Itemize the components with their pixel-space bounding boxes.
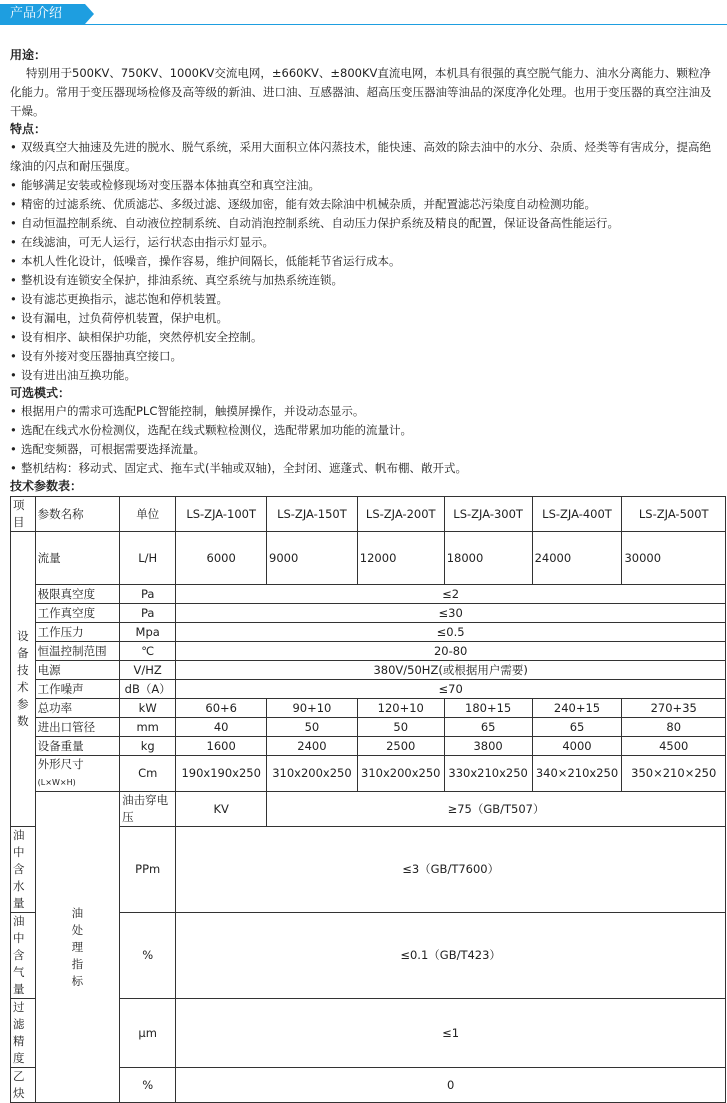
param-value: 270+35 [622,699,726,718]
list-item [10,271,719,290]
param-value: 90+10 [267,699,358,718]
list-item [10,366,719,385]
param-name: 油中含气量 [11,913,36,999]
param-value: 40 [176,718,267,737]
bullet-icon: • [10,140,17,154]
param-name: 工作压力 [35,623,119,642]
table-row [11,718,726,737]
bullet-icon: • [10,368,17,382]
bullet-icon: • [10,442,17,456]
param-name-text: 外形尺寸 [37,757,84,771]
list-item-text: 设有相序、缺相保护功能，突然停机安全控制。 [21,330,263,344]
param-value: 50 [267,718,358,737]
bullet-icon: • [10,349,17,363]
param-unit: V/HZ [120,661,176,680]
bullet-icon: • [10,254,17,268]
column-header: LS-ZJA-100T [176,497,267,532]
param-name: 极限真空度 [35,585,119,604]
bullet-icon: • [10,423,17,437]
param-value: ≤0.1（GB/T423） [176,913,726,999]
group-label-oil: 油 处 理 指 标 [35,792,119,1103]
bullet-icon: • [10,273,17,287]
param-unit: ℃ [120,642,176,661]
table-row [11,737,726,756]
spec-heading: 技术参数表： [10,479,83,493]
usage-text: 特别用于500KV、750KV、1000KV交流电网，±660KV、±800KV直流电网，本机具有很强的真空脱气能力、油水分离能力、颗粒净化能力。常用于变压器现场检修及高等级的新油、进口油、互感器油、超高压变压器油等油品的深度净化处理。也用于变压器的真空注油及干燥。 [10,66,712,118]
list-item-text: 双级真空大抽速及先进的脱水、脱气系统，采用大面积立体闪蒸技术，能快速、高效的除去油中的水分、杂质、烃类等有害成分，提高绝缘油的闪点和耐压强度。 [10,140,711,173]
param-unit: PPm [120,827,176,913]
list-item [10,233,719,252]
list-item-text: 整机结构：移动式、固定式、拖车式(半轴或双轴)，全封闭、遮蓬式、帆布棚、敞开式。 [21,461,467,475]
param-name: 油中含水量 [11,827,36,913]
param-value: 310x200x250 [267,756,358,792]
param-unit: mm [120,718,176,737]
param-value: 120+10 [357,699,444,718]
list-item-text: 能够满足安装或检修现场对变压器本体抽真空和真空注油。 [21,178,320,192]
group-label-equipment: 设 备 技 术 参 数 [11,532,36,827]
param-value: 1600 [176,737,267,756]
param-value: 240+15 [532,699,622,718]
options-list [10,402,719,478]
list-item [10,421,719,440]
list-item [10,328,719,347]
list-item [10,214,719,233]
list-item [10,440,719,459]
param-value: ≥75（GB/T507） [267,792,726,827]
param-value: ≤0.5 [176,623,726,642]
column-header: 单位 [120,497,176,532]
param-value: ≤2 [176,585,726,604]
column-header: LS-ZJA-150T [267,497,358,532]
param-name: 流量 [35,532,119,585]
section-header [0,0,727,30]
param-name: 总功率 [35,699,119,718]
param-value: 60+6 [176,699,267,718]
param-value: ≤3（GB/T7600） [176,827,726,913]
param-value: 20-80 [176,642,726,661]
column-header: LS-ZJA-300T [444,497,532,532]
param-value: 2500 [357,737,444,756]
options-heading: 可选模式： [10,386,71,400]
param-unit: % [120,913,176,999]
list-item [10,138,719,176]
param-unit: L/H [120,532,176,585]
param-name [35,756,119,792]
param-value: 350×210×250 [622,756,726,792]
param-value: 4500 [622,737,726,756]
param-value: 9000 [267,532,358,585]
param-value: 340×210x250 [532,756,622,792]
table-row [11,661,726,680]
column-header: LS-ZJA-500T [622,497,726,532]
list-item [10,176,719,195]
list-item [10,402,719,421]
list-item-text: 自动恒温控制系统、自动液位控制系统、自动消泡控制系统、自动压力保护系统及精良的配置，保证设备高性能运行。 [21,216,619,230]
param-value: 310x200x250 [357,756,444,792]
param-unit: dB（A） [120,680,176,699]
list-item-text: 根据用户的需求可选配PLC智能控制，触摸屏操作，并设动态显示。 [21,404,365,418]
list-item [10,459,719,478]
column-header: 项目 [11,497,36,532]
param-name-suffix: (L×W×H) [37,778,76,787]
param-unit: kg [120,737,176,756]
table-row [11,623,726,642]
param-value: 6000 [176,532,267,585]
param-value: 380V/50HZ(或根据用户需要) [176,661,726,680]
list-item-text: 精密的过滤系统、优质滤芯、多级过滤、逐级加密，能有效去除油中机械杂质，并配置滤芯污染度自动检测功能。 [21,197,596,211]
bullet-icon: • [10,404,17,418]
param-unit: Pa [120,585,176,604]
table-row [11,604,726,623]
param-name: 电源 [35,661,119,680]
param-value: 24000 [532,532,622,585]
list-item-text: 选配变频器，可根据需要选择流量。 [21,442,205,456]
table-row [11,585,726,604]
header-divider [0,24,727,25]
list-item [10,309,719,328]
features-list [10,138,719,385]
param-unit: Mpa [120,623,176,642]
param-name: 油击穿电压 [120,792,176,827]
bullet-icon: • [10,216,17,230]
param-value: 4000 [532,737,622,756]
list-item [10,347,719,366]
column-header: LS-ZJA-400T [532,497,622,532]
usage-heading: 用途： [10,48,47,62]
param-value: 3800 [444,737,532,756]
param-value: 50 [357,718,444,737]
table-row [11,792,726,827]
param-value: 180+15 [444,699,532,718]
list-item-text: 选配在线式水份检测仪，选配在线式颗粒检测仪，选配带累加功能的流量计。 [21,423,412,437]
param-unit: Pa [120,604,176,623]
list-item-text: 设有外接对变压器抽真空接口。 [21,349,182,363]
table-row [11,699,726,718]
list-item-text: 本机人性化设计，低噪音，操作容易，维护间隔长，低能耗节省运行成本。 [21,254,401,268]
param-value: ≤70 [176,680,726,699]
param-name: 进出口管径 [35,718,119,737]
param-value: 80 [622,718,726,737]
bullet-icon: • [10,178,17,192]
product-description [0,30,727,1103]
bullet-icon: • [10,235,17,249]
param-unit: Cm [120,756,176,792]
param-value: 190x190x250 [176,756,267,792]
param-value: 12000 [357,532,444,585]
param-unit: KV [176,792,267,827]
param-value: 0 [176,1068,726,1103]
param-value: 18000 [444,532,532,585]
table-row [11,680,726,699]
param-unit: kW [120,699,176,718]
column-header: 参数名称 [35,497,119,532]
param-name: 过滤精度 [11,999,36,1068]
param-name: 恒温控制范围 [35,642,119,661]
features-heading: 特点： [10,122,47,136]
table-row [11,532,726,585]
bullet-icon: • [10,330,17,344]
param-value: 30000 [622,532,726,585]
table-header-row [11,497,726,532]
table-row [11,756,726,792]
section-title: 产品介绍 [0,4,85,24]
param-unit: μm [120,999,176,1068]
bullet-icon: • [10,197,17,211]
param-name: 工作噪声 [35,680,119,699]
bullet-icon: • [10,311,17,325]
list-item-text: 设有进出油互换功能。 [21,368,136,382]
param-value: 2400 [267,737,358,756]
list-item-text: 设有滤芯更换指示，滤芯饱和停机装置。 [21,292,228,306]
param-unit: % [120,1068,176,1103]
bullet-icon: • [10,461,17,475]
param-value: 65 [444,718,532,737]
column-header: LS-ZJA-200T [357,497,444,532]
list-item-text: 在线滤油，可无人运行，运行状态由指示灯显示。 [21,235,274,249]
spec-table [10,496,726,1103]
param-name: 工作真空度 [35,604,119,623]
param-value: ≤1 [176,999,726,1068]
table-row [11,642,726,661]
param-value: ≤30 [176,604,726,623]
param-name: 乙炔 [11,1068,36,1103]
list-item [10,290,719,309]
param-value: 65 [532,718,622,737]
bullet-icon: • [10,292,17,306]
list-item-text: 整机设有连锁安全保护，排油系统、真空系统与加热系统连锁。 [21,273,343,287]
list-item [10,252,719,271]
list-item-text: 设有漏电，过负荷停机装置，保护电机。 [21,311,228,325]
list-item [10,195,719,214]
param-value: 330x210x250 [444,756,532,792]
param-name: 设备重量 [35,737,119,756]
